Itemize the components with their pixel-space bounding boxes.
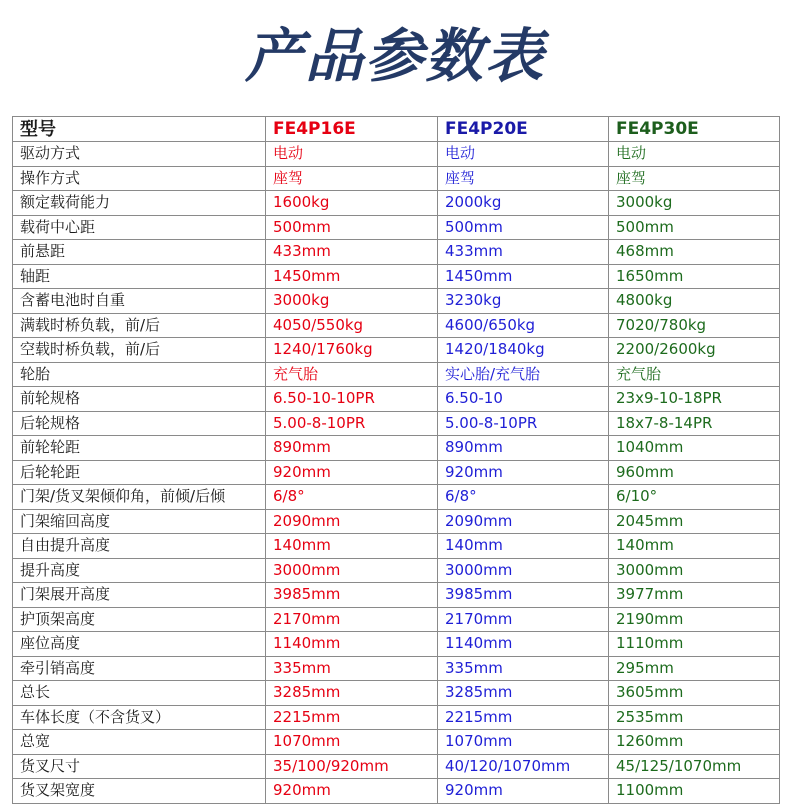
value-fe4p30e-cell: 2190mm <box>609 607 780 632</box>
value-fe4p30e-cell: 3000mm <box>609 558 780 583</box>
value-fe4p30e-cell: 座驾 <box>609 166 780 191</box>
value-fe4p30e-cell: 3605mm <box>609 681 780 706</box>
value-fe4p20e-cell: 500mm <box>438 215 609 240</box>
spec-name-cell: 总长 <box>13 681 266 706</box>
value-fe4p20e-cell: 2170mm <box>438 607 609 632</box>
value-fe4p30e-cell: 500mm <box>609 215 780 240</box>
table-row <box>13 142 780 167</box>
value-fe4p16e-cell: 35/100/920mm <box>266 754 438 779</box>
value-fe4p30e-cell: 1110mm <box>609 632 780 657</box>
value-fe4p30e-cell: 18x7-8-14PR <box>609 411 780 436</box>
value-fe4p20e-cell: 890mm <box>438 436 609 461</box>
table-row <box>13 607 780 632</box>
value-fe4p16e-cell: 335mm <box>266 656 438 681</box>
value-fe4p20e-cell: 40/120/1070mm <box>438 754 609 779</box>
spec-name-cell: 驱动方式 <box>13 142 266 167</box>
value-fe4p16e-cell: 3000kg <box>266 289 438 314</box>
header-model-fe4p30e: FE4P30E <box>609 117 780 142</box>
table-row <box>13 558 780 583</box>
value-fe4p20e-cell: 335mm <box>438 656 609 681</box>
table-row <box>13 779 780 804</box>
value-fe4p16e-cell: 2170mm <box>266 607 438 632</box>
table-header-row <box>13 117 780 142</box>
table-row <box>13 509 780 534</box>
value-fe4p20e-cell: 电动 <box>438 142 609 167</box>
value-fe4p20e-cell: 140mm <box>438 534 609 559</box>
value-fe4p20e-cell: 920mm <box>438 460 609 485</box>
value-fe4p16e-cell: 3985mm <box>266 583 438 608</box>
value-fe4p30e-cell: 6/10° <box>609 485 780 510</box>
spec-name-cell: 货叉尺寸 <box>13 754 266 779</box>
value-fe4p20e-cell: 3985mm <box>438 583 609 608</box>
value-fe4p20e-cell: 1450mm <box>438 264 609 289</box>
value-fe4p30e-cell: 1650mm <box>609 264 780 289</box>
spec-name-cell: 轮胎 <box>13 362 266 387</box>
value-fe4p30e-cell: 468mm <box>609 240 780 265</box>
value-fe4p30e-cell: 45/125/1070mm <box>609 754 780 779</box>
value-fe4p30e-cell: 1040mm <box>609 436 780 461</box>
table-row <box>13 681 780 706</box>
spec-table <box>12 116 780 804</box>
value-fe4p16e-cell: 920mm <box>266 460 438 485</box>
table-row <box>13 362 780 387</box>
table-row <box>13 264 780 289</box>
value-fe4p16e-cell: 6.50-10-10PR <box>266 387 438 412</box>
spec-name-cell: 载荷中心距 <box>13 215 266 240</box>
spec-name-cell: 后轮规格 <box>13 411 266 436</box>
table-row <box>13 485 780 510</box>
spec-name-cell: 货叉架宽度 <box>13 779 266 804</box>
spec-name-cell: 前悬距 <box>13 240 266 265</box>
value-fe4p30e-cell: 1100mm <box>609 779 780 804</box>
value-fe4p16e-cell: 1070mm <box>266 730 438 755</box>
value-fe4p16e-cell: 3285mm <box>266 681 438 706</box>
value-fe4p16e-cell: 433mm <box>266 240 438 265</box>
spec-name-cell: 轴距 <box>13 264 266 289</box>
value-fe4p30e-cell: 充气胎 <box>609 362 780 387</box>
value-fe4p30e-cell: 2045mm <box>609 509 780 534</box>
spec-name-cell: 操作方式 <box>13 166 266 191</box>
value-fe4p20e-cell: 3000mm <box>438 558 609 583</box>
spec-name-cell: 空载时桥负载，前/后 <box>13 338 266 363</box>
value-fe4p30e-cell: 7020/780kg <box>609 313 780 338</box>
value-fe4p16e-cell: 500mm <box>266 215 438 240</box>
table-row <box>13 338 780 363</box>
value-fe4p16e-cell: 5.00-8-10PR <box>266 411 438 436</box>
spec-name-cell: 提升高度 <box>13 558 266 583</box>
spec-name-cell: 门架展开高度 <box>13 583 266 608</box>
spec-name-cell: 门架/货叉架倾仰角，前倾/后倾 <box>13 485 266 510</box>
value-fe4p20e-cell: 座驾 <box>438 166 609 191</box>
spec-name-cell: 后轮轮距 <box>13 460 266 485</box>
value-fe4p20e-cell: 3230kg <box>438 289 609 314</box>
table-row <box>13 215 780 240</box>
value-fe4p16e-cell: 电动 <box>266 142 438 167</box>
value-fe4p16e-cell: 座驾 <box>266 166 438 191</box>
value-fe4p16e-cell: 2090mm <box>266 509 438 534</box>
table-row <box>13 534 780 559</box>
value-fe4p20e-cell: 6.50-10 <box>438 387 609 412</box>
header-model-fe4p20e: FE4P20E <box>438 117 609 142</box>
spec-name-cell: 车体长度（不含货叉） <box>13 705 266 730</box>
spec-name-cell: 座位高度 <box>13 632 266 657</box>
value-fe4p20e-cell: 6/8° <box>438 485 609 510</box>
table-row <box>13 656 780 681</box>
value-fe4p16e-cell: 920mm <box>266 779 438 804</box>
spec-table-body <box>13 117 780 804</box>
value-fe4p20e-cell: 2000kg <box>438 191 609 216</box>
spec-name-cell: 自由提升高度 <box>13 534 266 559</box>
spec-name-cell: 含蓄电池时自重 <box>13 289 266 314</box>
value-fe4p20e-cell: 2090mm <box>438 509 609 534</box>
value-fe4p30e-cell: 4800kg <box>609 289 780 314</box>
value-fe4p30e-cell: 295mm <box>609 656 780 681</box>
value-fe4p20e-cell: 920mm <box>438 779 609 804</box>
value-fe4p16e-cell: 1600kg <box>266 191 438 216</box>
table-row <box>13 583 780 608</box>
table-row <box>13 632 780 657</box>
value-fe4p20e-cell: 1070mm <box>438 730 609 755</box>
header-model-fe4p16e: FE4P16E <box>266 117 438 142</box>
table-row <box>13 313 780 338</box>
table-row <box>13 460 780 485</box>
value-fe4p20e-cell: 1420/1840kg <box>438 338 609 363</box>
value-fe4p20e-cell: 433mm <box>438 240 609 265</box>
value-fe4p16e-cell: 4050/550kg <box>266 313 438 338</box>
value-fe4p16e-cell: 3000mm <box>266 558 438 583</box>
table-row <box>13 754 780 779</box>
table-row <box>13 387 780 412</box>
value-fe4p30e-cell: 电动 <box>609 142 780 167</box>
table-row <box>13 436 780 461</box>
value-fe4p20e-cell: 3285mm <box>438 681 609 706</box>
spec-name-cell: 牵引销高度 <box>13 656 266 681</box>
value-fe4p16e-cell: 6/8° <box>266 485 438 510</box>
spec-name-cell: 额定载荷能力 <box>13 191 266 216</box>
header-label-model: 型号 <box>13 117 266 142</box>
table-row <box>13 240 780 265</box>
value-fe4p20e-cell: 1140mm <box>438 632 609 657</box>
table-row <box>13 730 780 755</box>
spec-name-cell: 前轮轮距 <box>13 436 266 461</box>
spec-name-cell: 护顶架高度 <box>13 607 266 632</box>
value-fe4p30e-cell: 3977mm <box>609 583 780 608</box>
value-fe4p30e-cell: 1260mm <box>609 730 780 755</box>
table-row <box>13 705 780 730</box>
page-title: 产品参数表 <box>244 22 545 90</box>
value-fe4p20e-cell: 实心胎/充气胎 <box>438 362 609 387</box>
spec-name-cell: 前轮规格 <box>13 387 266 412</box>
value-fe4p16e-cell: 1450mm <box>266 264 438 289</box>
spec-name-cell: 门架缩回高度 <box>13 509 266 534</box>
spec-name-cell: 总宽 <box>13 730 266 755</box>
table-row <box>13 191 780 216</box>
value-fe4p16e-cell: 140mm <box>266 534 438 559</box>
value-fe4p30e-cell: 3000kg <box>609 191 780 216</box>
value-fe4p30e-cell: 2535mm <box>609 705 780 730</box>
value-fe4p16e-cell: 充气胎 <box>266 362 438 387</box>
value-fe4p30e-cell: 2200/2600kg <box>609 338 780 363</box>
value-fe4p16e-cell: 1240/1760kg <box>266 338 438 363</box>
table-row <box>13 411 780 436</box>
value-fe4p30e-cell: 140mm <box>609 534 780 559</box>
value-fe4p16e-cell: 890mm <box>266 436 438 461</box>
value-fe4p16e-cell: 1140mm <box>266 632 438 657</box>
value-fe4p20e-cell: 4600/650kg <box>438 313 609 338</box>
spec-name-cell: 满载时桥负载，前/后 <box>13 313 266 338</box>
value-fe4p30e-cell: 960mm <box>609 460 780 485</box>
value-fe4p20e-cell: 2215mm <box>438 705 609 730</box>
table-row <box>13 289 780 314</box>
value-fe4p16e-cell: 2215mm <box>266 705 438 730</box>
value-fe4p20e-cell: 5.00-8-10PR <box>438 411 609 436</box>
table-row <box>13 166 780 191</box>
value-fe4p30e-cell: 23x9-10-18PR <box>609 387 780 412</box>
